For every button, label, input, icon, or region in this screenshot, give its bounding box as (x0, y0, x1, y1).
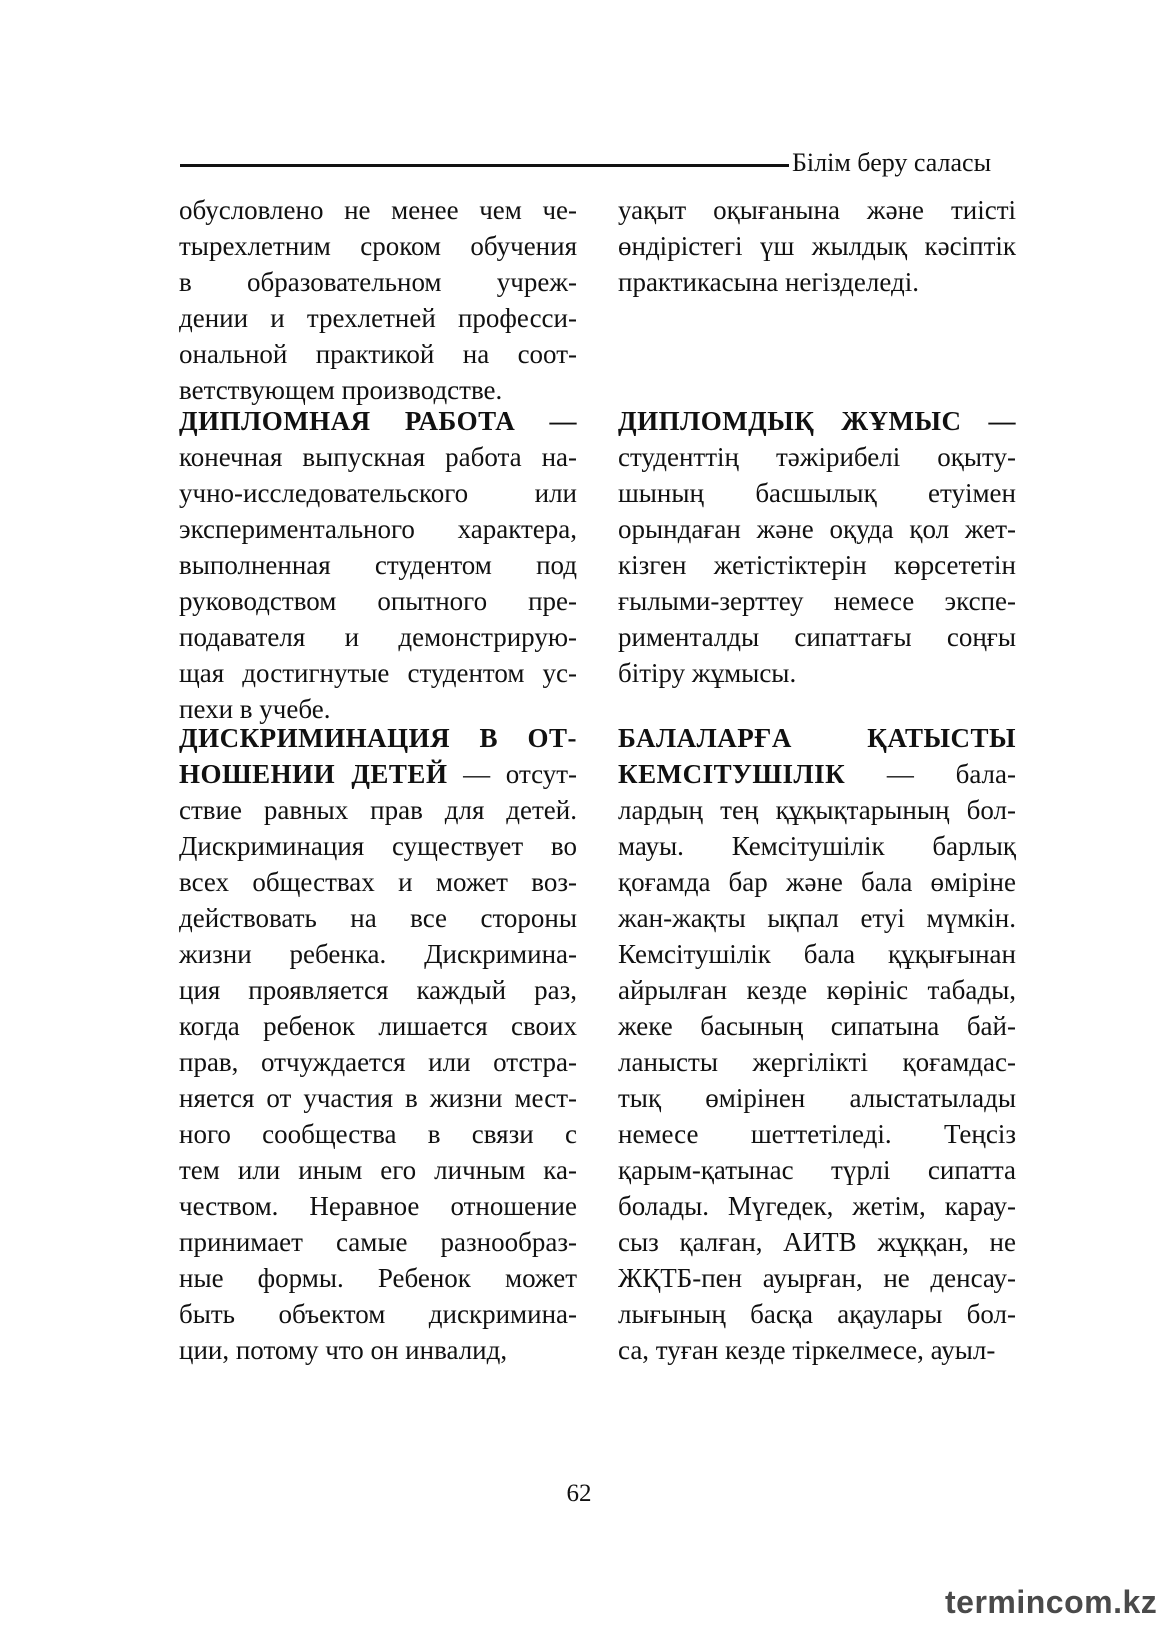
line-text: практикасына негізделеді. (618, 267, 919, 297)
line-text: қарым-қатынас түрлі сипатта (618, 1155, 1016, 1185)
line-text: лығының басқа ақаулары бол- (618, 1299, 1016, 1329)
term-heading: ДИСКРИМИНАЦИЯ В ОТ- (179, 723, 577, 753)
text-line (618, 720, 1016, 756)
line-text: дении и трехлетней професси- (179, 303, 577, 333)
line-text: тем или иным его личным ка- (179, 1155, 577, 1185)
line-text: мауы. Кемсітушілік барлық (618, 831, 1016, 861)
text-line (179, 1296, 577, 1332)
line-text: прав, отчуждается или отстра- (179, 1047, 577, 1077)
line-text: лардың тең құқықтарының бол- (618, 795, 1016, 825)
text-line (618, 1260, 1016, 1296)
line-text: выполненная студентом под (179, 550, 577, 580)
site-watermark: termincom.kz (945, 1584, 1158, 1620)
text-line (618, 1116, 1016, 1152)
line-text: жеке басының сипатына бай- (618, 1011, 1016, 1041)
text-line (179, 828, 577, 864)
text-line (618, 1224, 1016, 1260)
text-line (179, 1152, 577, 1188)
text-line (618, 828, 1016, 864)
line-text: щая достигнутые студентом ус- (179, 658, 577, 688)
text-line (618, 547, 1016, 583)
text-line (618, 756, 1016, 792)
line-text: ланысты жергілікті қоғамдас- (618, 1047, 1016, 1077)
text-line (618, 264, 1016, 300)
text-line (618, 900, 1016, 936)
text-line (179, 336, 577, 372)
text-line (179, 547, 577, 583)
line-text: өндірістегі үш жылдық кәсіптік (618, 231, 1016, 261)
line-text: ветствующем производстве. (179, 375, 503, 405)
text-line (618, 583, 1016, 619)
line-text: немесе шеттетіледі. Теңсіз (618, 1119, 1016, 1149)
line-text: чеством. Неравное отношение (179, 1191, 577, 1221)
line-text: қоғамда бар және бала өміріне (618, 867, 1016, 897)
line-text: тырехлетним сроком обучения (179, 231, 577, 261)
text-line (179, 792, 577, 828)
text-line (179, 936, 577, 972)
line-text: ональной практикой на соот- (179, 339, 577, 369)
text-line (618, 864, 1016, 900)
line-text: ствие равных прав для детей. (179, 795, 577, 825)
text-line (618, 619, 1016, 655)
line-text: в образовательном учреж- (179, 267, 577, 297)
line-text: Дискриминация существует во (179, 831, 577, 861)
text-line (179, 1008, 577, 1044)
text-line (179, 439, 577, 475)
text-line (618, 1296, 1016, 1332)
text-line (618, 1080, 1016, 1116)
text-line (179, 1224, 577, 1260)
text-line (179, 972, 577, 1008)
text-line (179, 1188, 577, 1224)
text-line (179, 619, 577, 655)
line-text: обусловлено не менее чем че- (179, 195, 577, 225)
text-line (618, 475, 1016, 511)
text-line (179, 720, 577, 756)
line-text: руководством опытного пре- (179, 586, 577, 616)
text-line (618, 511, 1016, 547)
line-text: орындаған және оқуда қол жет- (618, 514, 1016, 544)
line-text: сыз қалған, АИТВ жұққан, не (618, 1227, 1016, 1257)
text-line (179, 403, 577, 439)
header-rule (180, 164, 789, 167)
text-line (618, 1188, 1016, 1224)
text-line (179, 1080, 577, 1116)
term-heading: ДИПЛОМНАЯ РАБОТА — (179, 406, 577, 436)
text-line (179, 1332, 577, 1368)
text-line (179, 864, 577, 900)
text-line (618, 1044, 1016, 1080)
text-line (179, 228, 577, 264)
line-text: бітіру жұмысы. (618, 658, 797, 688)
text-line (179, 655, 577, 691)
line-text: принимает самые разнообраз- (179, 1227, 577, 1257)
entry-block (179, 192, 577, 408)
text-line (179, 264, 577, 300)
line-text: студенттің тәжірибелі оқыту- (618, 442, 1016, 472)
line-text: ЖҚТБ-пен ауырған, не денсау- (618, 1263, 1016, 1293)
text-line (179, 300, 577, 336)
text-line (618, 972, 1016, 1008)
text-line (618, 792, 1016, 828)
text-line (179, 1116, 577, 1152)
line-text: — отсут- (447, 759, 577, 789)
line-text: ция проявляется каждый раз, (179, 975, 577, 1005)
line-text: Кемсітушілік бала құқығынан (618, 939, 1016, 969)
line-text: ции, потому что он инвалид, (179, 1335, 508, 1365)
text-line (618, 192, 1016, 228)
text-line (618, 1332, 1016, 1368)
line-text: конечная выпускная работа на- (179, 442, 577, 472)
page-number: 62 (566, 1480, 592, 1507)
line-text: шының басшылық етуімен (618, 478, 1016, 508)
entry-block (179, 403, 577, 727)
text-line (179, 475, 577, 511)
line-text: ного сообщества в связи с (179, 1119, 577, 1149)
text-line (179, 192, 577, 228)
text-line (179, 583, 577, 619)
text-line (618, 228, 1016, 264)
line-text: подавателя и демонстрирую- (179, 622, 577, 652)
running-header-title: Білім беру саласы (792, 148, 992, 177)
line-text: болады. Мүгедек, жетім, карау- (618, 1191, 1016, 1221)
line-text: всех обществах и может воз- (179, 867, 577, 897)
line-text: айрылған кезде көрініс табады, (618, 975, 1016, 1005)
line-text: жан-жақты ықпал етуі мүмкін. (618, 903, 1016, 933)
line-text: ғылыми-зерттеу немесе экспе- (618, 586, 1016, 616)
line-text: — бала- (845, 759, 1016, 789)
line-text: быть объектом дискримина- (179, 1299, 577, 1329)
line-text: экспериментального характера, (179, 514, 577, 544)
text-line (179, 756, 577, 792)
line-text: уақыт оқығанына және тиісті (618, 195, 1016, 225)
line-text: пехи в учебе. (179, 694, 331, 724)
line-text: рименталды сипаттағы соңғы (618, 622, 1016, 652)
text-line (618, 936, 1016, 972)
text-line (618, 403, 1016, 439)
term-heading: КЕМСІТУШІЛІК (618, 759, 846, 789)
text-line (618, 1152, 1016, 1188)
text-line (179, 900, 577, 936)
line-text: учно-исследовательского или (179, 478, 577, 508)
line-text: са, туған кезде тіркелмесе, ауыл- (618, 1335, 996, 1365)
text-line (179, 1044, 577, 1080)
line-text: няется от участия в жизни мест- (179, 1083, 577, 1113)
entry-block (618, 192, 1016, 300)
text-line (179, 511, 577, 547)
line-text: действовать на все стороны (179, 903, 577, 933)
term-heading: ДИПЛОМДЫҚ ЖҰМЫС — (618, 406, 1016, 436)
line-text: когда ребенок лишается своих (179, 1011, 577, 1041)
line-text: тық өмірінен алыстатылады (618, 1083, 1016, 1113)
text-line (618, 655, 1016, 691)
text-line (179, 1260, 577, 1296)
text-line (618, 439, 1016, 475)
line-text: ные формы. Ребенок может (179, 1263, 577, 1293)
term-heading: БАЛАЛАРҒА ҚАТЫСТЫ (618, 723, 1016, 753)
line-text: кізген жетістіктерін көрсететін (618, 550, 1016, 580)
entry-block (618, 720, 1016, 1368)
term-heading: НОШЕНИИ ДЕТЕЙ (179, 759, 448, 789)
entry-block (179, 720, 577, 1368)
text-line (618, 1008, 1016, 1044)
line-text: жизни ребенка. Дискримина- (179, 939, 577, 969)
entry-block (618, 403, 1016, 691)
